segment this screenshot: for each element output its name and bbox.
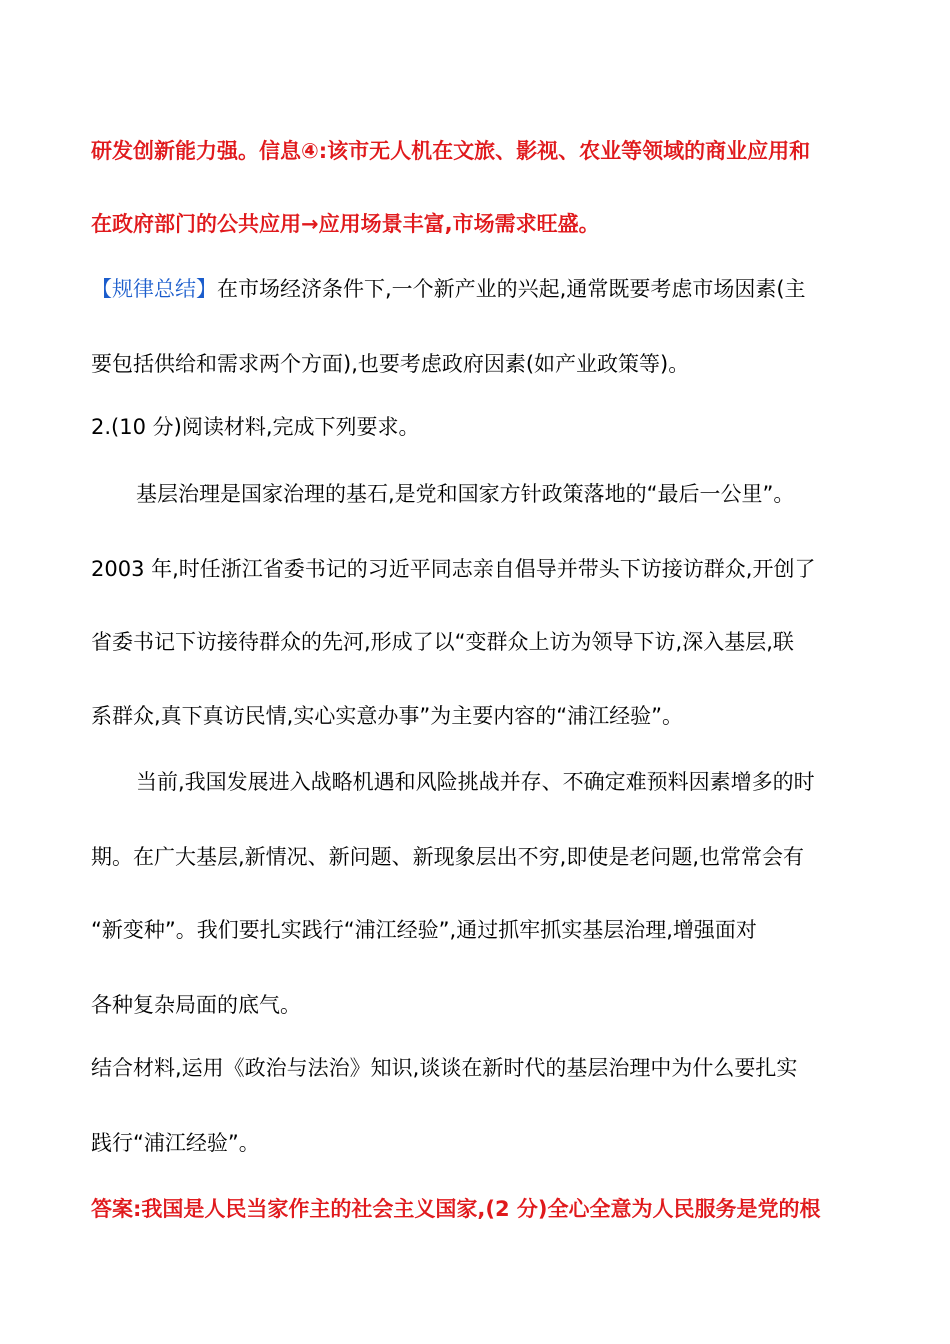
material-paragraph-1-line-3: 省委书记下访接待群众的先河,形成了以“变群众上访为领导下访,深入基层,联 xyxy=(91,630,794,654)
question-prompt-line-2: 践行“浦江经验”。 xyxy=(91,1131,260,1155)
material-paragraph-1-line-4: 系群众,真下真访民情,实心实意办事”为主要内容的“浦江经验”。 xyxy=(91,704,683,728)
material-paragraph-1-line-2: 2003 年,时任浙江省委书记的习近平同志亲自倡导并带头下访接访群众,开创了 xyxy=(91,557,816,581)
answer-line-1: 研发创新能力强。信息④:该市无人机在文旅、影视、农业等领域的商业应用和 xyxy=(91,139,811,163)
material-paragraph-2-line-2: 期。在广大基层,新情况、新问题、新现象层出不穷,即使是老问题,也常常会有 xyxy=(91,845,805,869)
question-prompt-line-1: 结合材料,运用《政治与法治》知识,谈谈在新时代的基层治理中为什么要扎实 xyxy=(91,1056,798,1080)
rule-summary-line-1 xyxy=(91,275,890,303)
material-paragraph-2-line-3: “新变种”。我们要扎实践行“浦江经验”,通过抓牢抓实基层治理,增强面对 xyxy=(91,918,757,942)
material-paragraph-1-line-1: 基层治理是国家治理的基石,是党和国家方针政策落地的“最后一公里”。 xyxy=(136,482,795,506)
rule-summary-line-2: 要包括供给和需求两个方面),也要考虑政府因素(如产业政策等)。 xyxy=(91,352,690,376)
material-paragraph-2-line-4: 各种复杂局面的底气。 xyxy=(91,993,301,1017)
rule-summary-text: 在市场经济条件下,一个新产业的兴起,通常既要考虑市场因素(主 xyxy=(217,277,806,301)
question-heading: 2.(10 分)阅读材料,完成下列要求。 xyxy=(91,415,420,439)
rule-summary-tag: 【规律总结】 xyxy=(91,277,217,301)
answer-start-line: 答案:我国是人民当家作主的社会主义国家,(2 分)全心全意为人民服务是党的根 xyxy=(91,1197,821,1221)
material-paragraph-2-line-1: 当前,我国发展进入战略机遇和风险挑战并存、不确定难预料因素增多的时 xyxy=(136,770,815,794)
answer-line-2: 在政府部门的公共应用→应用场景丰富,市场需求旺盛。 xyxy=(91,212,600,236)
